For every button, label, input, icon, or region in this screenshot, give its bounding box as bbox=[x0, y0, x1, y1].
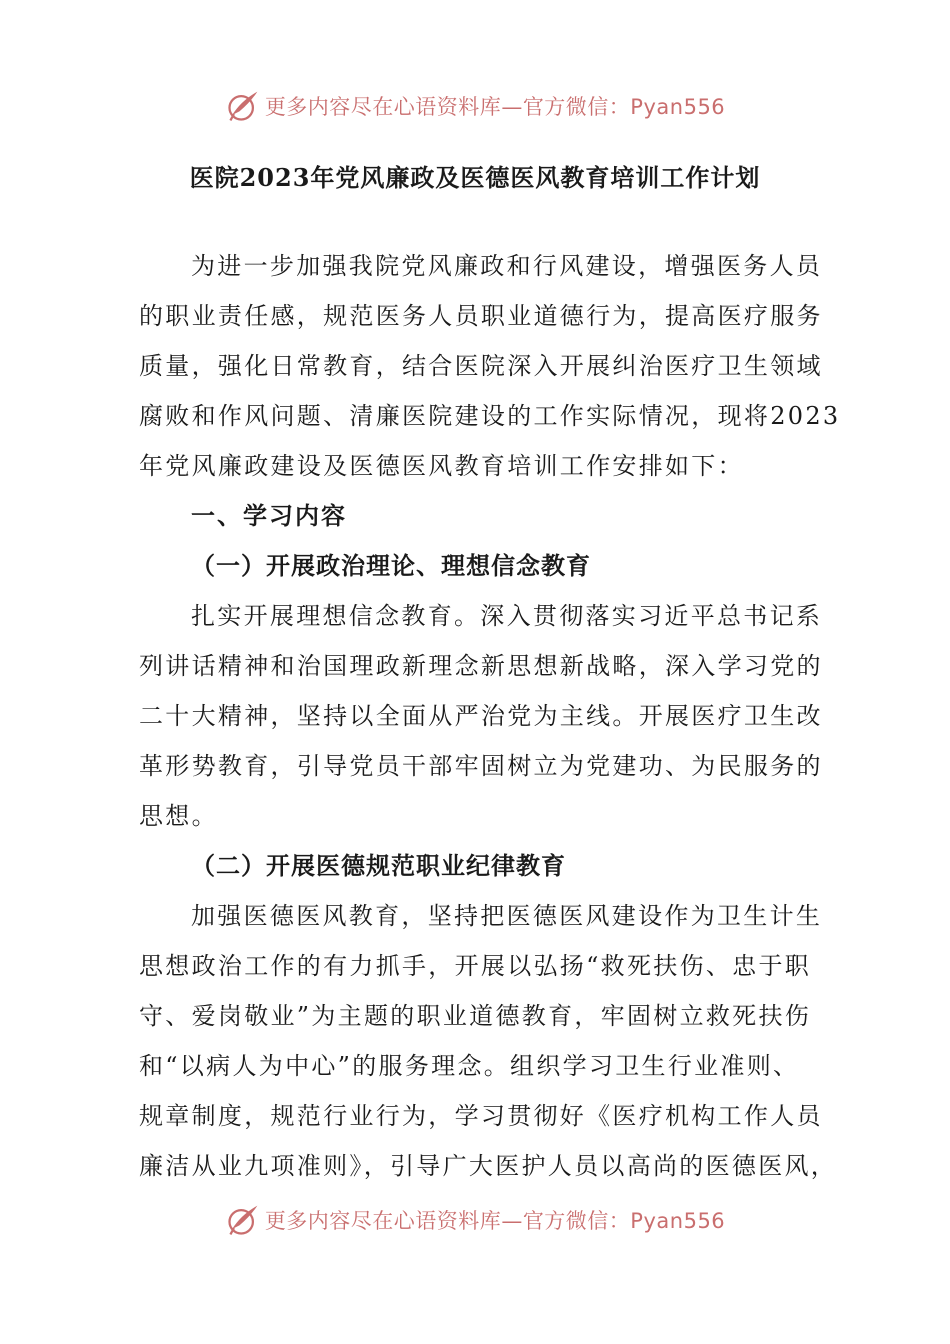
paragraph-line: 列讲话精神和治国理政新理念新思想新战略，深入学习党的 bbox=[139, 652, 823, 680]
paragraph-line: 为进一步加强我院党风廉政和行风建设，增强医务人员 bbox=[191, 252, 823, 280]
paragraph-line: 年党风廉政建设及医德医风教育培训工作安排如下： bbox=[139, 452, 744, 480]
subsection-heading-1: （一）开展政治理论、理想信念教育 bbox=[191, 551, 591, 580]
watermark-contact: —官方微信：Pyan556 bbox=[501, 1209, 726, 1233]
document-title: 医院2023年党风廉政及医德医风教育培训工作计划 bbox=[189, 163, 761, 192]
subsection-2-paragraph bbox=[139, 891, 838, 1191]
paragraph-line: 廉洁从业九项准则》，引导广大医护人员以高尚的医德医风， bbox=[139, 1152, 838, 1180]
paragraph-line: 腐败和作风问题、清廉医院建设的工作实际情况，现将2023 bbox=[139, 402, 841, 430]
watermark-banner-bottom bbox=[0, 1200, 950, 1240]
watermark-contact: —官方微信：Pyan556 bbox=[501, 95, 726, 119]
document-body bbox=[139, 241, 841, 1191]
paragraph-line: 扎实开展理想信念教育。深入贯彻落实习近平总书记系 bbox=[191, 602, 823, 630]
watermark-text: 更多内容尽在心语资料库 bbox=[264, 1209, 502, 1233]
paragraph-line: 加强医德医风教育，坚持把医德医风建设作为卫生计生 bbox=[191, 902, 823, 930]
watermark-text: 更多内容尽在心语资料库 bbox=[264, 95, 502, 119]
paragraph-line: 的职业责任感，规范医务人员职业道德行为，提高医疗服务 bbox=[139, 302, 823, 330]
section-heading-1: 一、学习内容 bbox=[191, 501, 347, 530]
paragraph-line: 思想政治工作的有力抓手，开展以弘扬“救死扶伤、忠于职 bbox=[139, 952, 812, 980]
intro-paragraph bbox=[139, 241, 841, 491]
paragraph-line: 守、爱岗敬业”为主题的职业道德教育，牢固树立救死扶伤 bbox=[139, 1002, 812, 1030]
paragraph-line: 规章制度，规范行业行为，学习贯彻好《医疗机构工作人员 bbox=[139, 1102, 823, 1130]
watermark-banner-top bbox=[0, 86, 950, 126]
paragraph-line: 质量，强化日常教育，结合医院深入开展纠治医疗卫生领域 bbox=[139, 352, 823, 380]
paragraph-line: 革形势教育，引导党员干部牢固树立为党建功、为民服务的 bbox=[139, 752, 823, 780]
paragraph-line: 和“以病人为中心”的服务理念。组织学习卫生行业准则、 bbox=[139, 1052, 800, 1080]
subsection-1-paragraph bbox=[139, 591, 823, 841]
pen-quill-logo-icon bbox=[225, 88, 261, 124]
pen-quill-logo-icon bbox=[225, 1202, 261, 1238]
paragraph-line: 二十大精神，坚持以全面从严治党为主线。开展医疗卫生改 bbox=[139, 702, 823, 730]
paragraph-line: 思想。 bbox=[139, 802, 218, 830]
subsection-heading-2: （二）开展医德规范职业纪律教育 bbox=[191, 851, 566, 880]
